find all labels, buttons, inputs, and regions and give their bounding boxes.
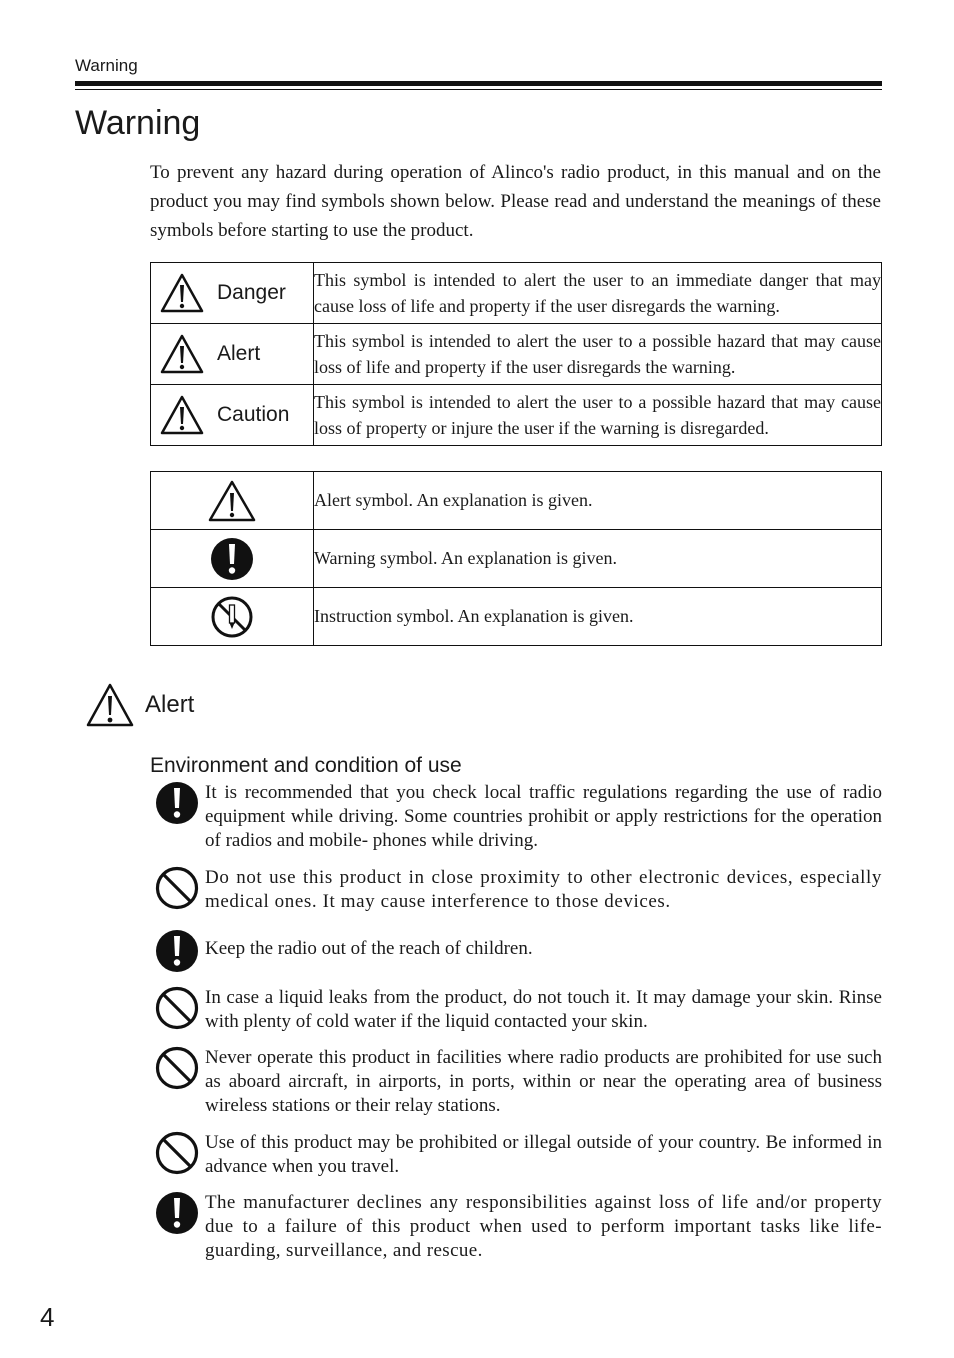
running-head: Warning bbox=[75, 56, 138, 75]
item-text: Use of this product may be prohibited or illegal outside of your country. Be informed in advance when you travel. bbox=[205, 1132, 882, 1177]
alert-heading-label: Alert bbox=[145, 691, 195, 718]
symbol-icon-cell bbox=[151, 588, 314, 646]
list-item bbox=[155, 986, 882, 1034]
table-row bbox=[151, 324, 882, 385]
header-rule-thin bbox=[75, 89, 882, 90]
item-text: Do not use this product in close proximity to other electronic devices, especially medical ones. It may cause interference to those devices. bbox=[205, 867, 882, 912]
alert-section-heading bbox=[86, 683, 194, 727]
table-row bbox=[151, 530, 882, 588]
list-item bbox=[155, 929, 882, 961]
warning-triangle-icon bbox=[160, 334, 204, 374]
level-description: This symbol is intended to alert the user to a possible hazard that may cause loss of life and property if the user disregards the warning. bbox=[314, 324, 882, 385]
warning-triangle-icon bbox=[160, 395, 204, 435]
mandatory-exclamation-icon bbox=[155, 781, 199, 825]
instruction-prohibited-icon bbox=[210, 595, 254, 639]
symbol-description: Alert symbol. An explanation is given. bbox=[314, 472, 882, 530]
warning-triangle-icon bbox=[160, 273, 204, 313]
level-description: This symbol is intended to alert the user to an immediate danger that may cause loss of life and property if the user disregards the warning. bbox=[314, 263, 882, 324]
mandatory-exclamation-icon bbox=[155, 1191, 199, 1235]
alert-triangle-icon bbox=[208, 480, 256, 522]
list-item bbox=[155, 1191, 882, 1263]
list-item bbox=[155, 1046, 882, 1118]
mandatory-exclamation-icon bbox=[155, 929, 199, 973]
page-number: 4 bbox=[40, 1302, 55, 1332]
prohibition-icon bbox=[155, 1046, 199, 1090]
table-row bbox=[151, 263, 882, 324]
table-row bbox=[151, 588, 882, 646]
section-subheading: Environment and condition of use bbox=[150, 754, 462, 777]
symbol-icon-cell bbox=[151, 472, 314, 530]
item-text: In case a liquid leaks from the product, do not touch it. It may damage your skin. Rinse with plenty of cold water if the liquid contacted your skin. bbox=[205, 987, 882, 1032]
level-description: This symbol is intended to alert the user to a possible hazard that may cause loss of property or injure the user if the warning is disregarded. bbox=[314, 385, 882, 446]
symbol-legend-table bbox=[150, 471, 882, 646]
symbol-icon-cell bbox=[151, 530, 314, 588]
header-rule-thick bbox=[75, 81, 882, 86]
level-name-cell bbox=[151, 263, 314, 324]
symbol-description: Instruction symbol. An explanation is given. bbox=[314, 588, 882, 646]
item-text: Keep the radio out of the reach of children. bbox=[205, 938, 533, 959]
list-item bbox=[155, 1131, 882, 1179]
list-item bbox=[155, 866, 882, 914]
item-text: It is recommended that you check local traffic regulations regarding the use of radio equipment while driving. Some countries prohibit or apply restrictions for the operation of radios and mobile- phones while driving. bbox=[205, 782, 882, 851]
prohibition-icon bbox=[155, 1131, 199, 1175]
hazard-levels-table bbox=[150, 262, 882, 446]
table-row bbox=[151, 385, 882, 446]
warning-triangle-icon bbox=[86, 683, 134, 727]
level-name-cell bbox=[151, 324, 314, 385]
warning-exclamation-icon bbox=[210, 537, 254, 581]
item-text: Never operate this product in facilities where radio products are prohibited for use such as aboard aircraft, in airports, in ports, within or near the operating area of business wireless stations or their relay stations. bbox=[205, 1047, 882, 1116]
list-item bbox=[155, 781, 882, 853]
prohibition-icon bbox=[155, 986, 199, 1030]
page-title: Warning bbox=[75, 104, 201, 142]
level-label: Danger bbox=[217, 281, 286, 304]
level-label: Alert bbox=[217, 342, 261, 365]
intro-paragraph: To prevent any hazard during operation of Alinco's radio product, in this manual and on the product you may find symbols shown below. Please read and understand the meanings of these symbols before starting to use the product. bbox=[150, 162, 881, 241]
table-row bbox=[151, 472, 882, 530]
item-text: The manufacturer declines any responsibilities against loss of life and/or property due to a failure of this product when used to perform important tasks like life-guarding, surveillance, and rescue. bbox=[205, 1192, 882, 1261]
level-name-cell bbox=[151, 385, 314, 446]
prohibition-icon bbox=[155, 866, 199, 910]
level-label: Caution bbox=[217, 403, 290, 426]
symbol-description: Warning symbol. An explanation is given. bbox=[314, 530, 882, 588]
